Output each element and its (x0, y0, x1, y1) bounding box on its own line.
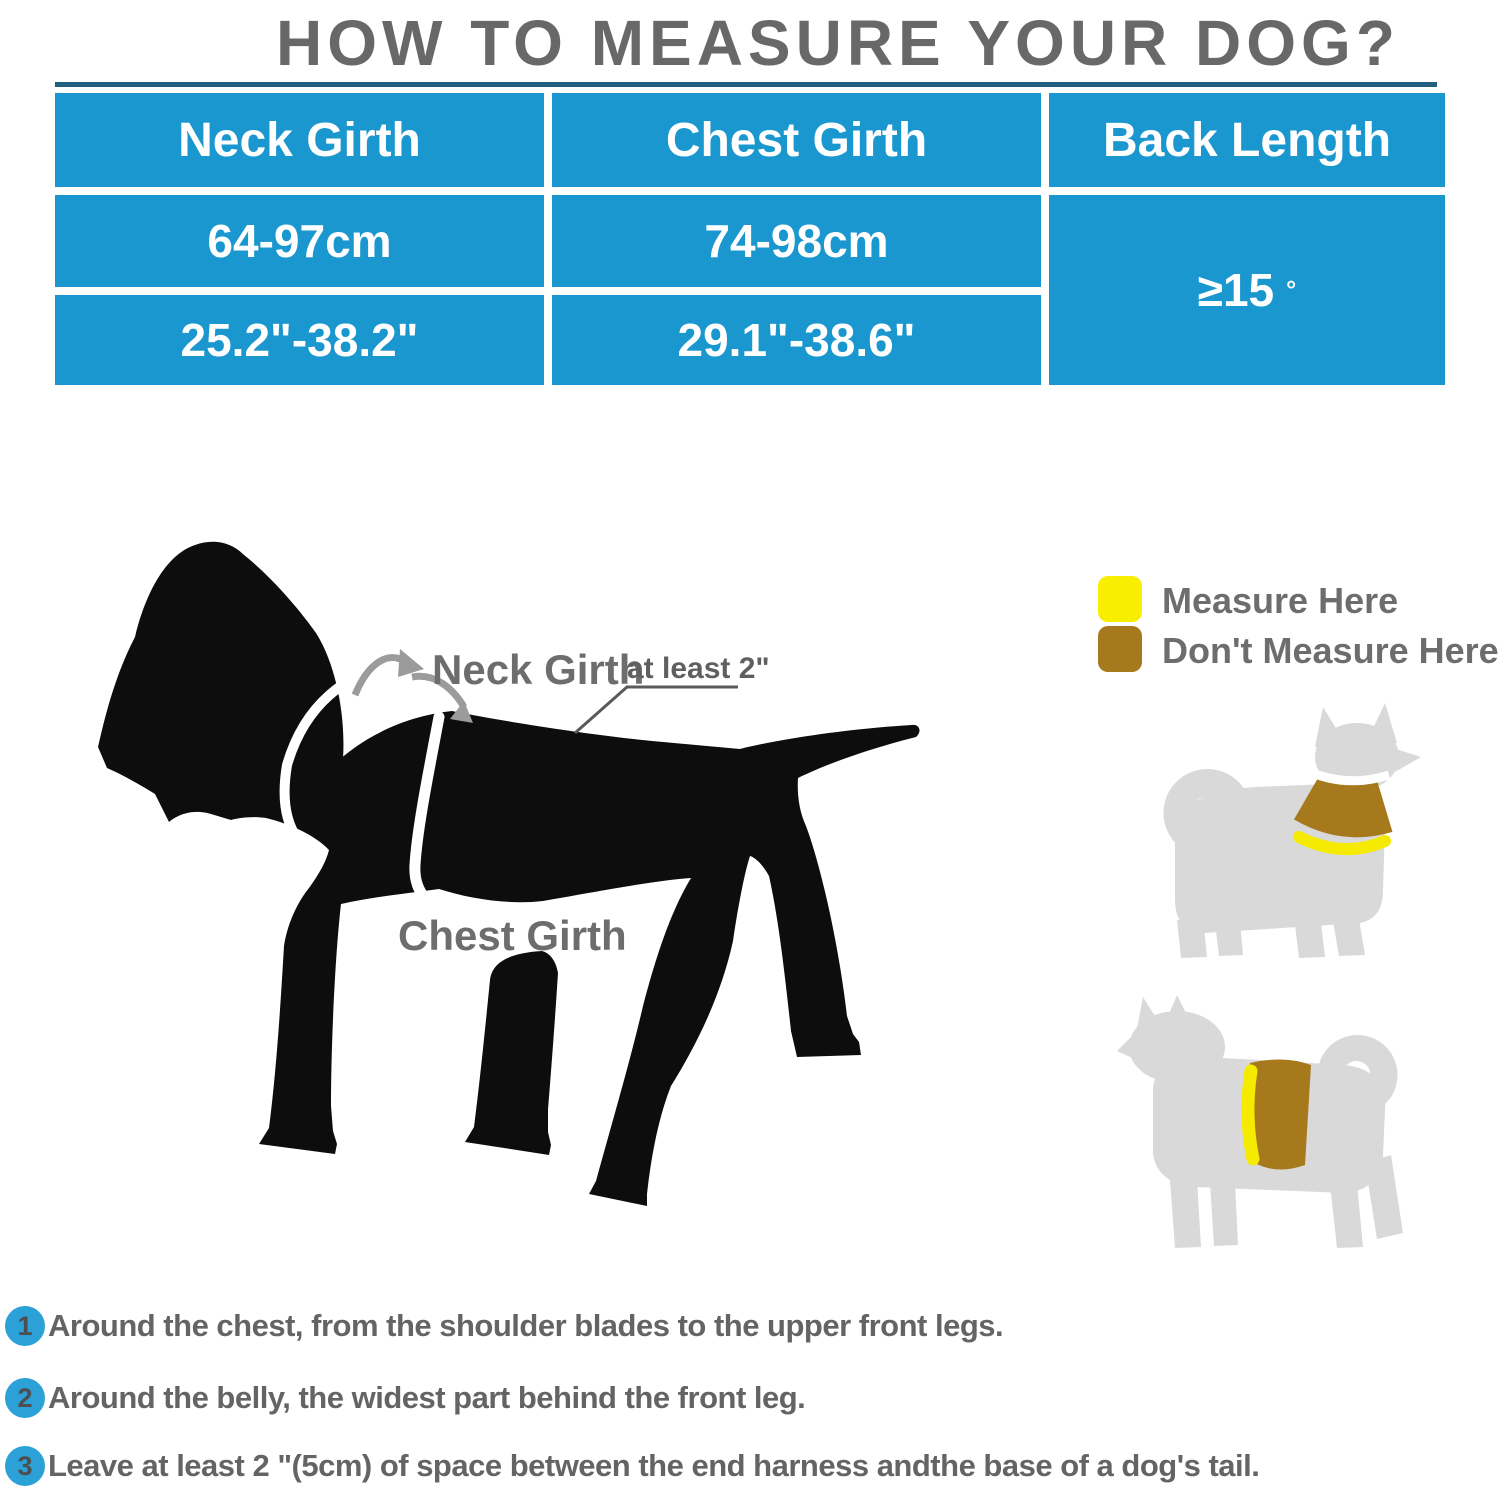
instruction-row (5, 1446, 1259, 1486)
instruction-row (5, 1378, 805, 1418)
neck-girth-diagram-label: Neck Girth (432, 646, 645, 693)
measure-here-swatch (1098, 576, 1142, 622)
back-length-value: ≥15 (1197, 264, 1275, 316)
column-header-back-length: Back Length (1049, 93, 1445, 187)
degree-symbol: ° (1286, 275, 1297, 304)
small-dog1-muzzle (1390, 747, 1421, 773)
small-dog1-leg (1215, 921, 1243, 956)
collar-example-dog (1145, 695, 1425, 995)
measure-here-stripe (1248, 1071, 1253, 1159)
page-title: HOW TO MEASURE YOUR DOG? (276, 7, 1400, 79)
dont-measure-here-swatch (1098, 626, 1142, 672)
table-top-rule (55, 82, 1437, 87)
step-number-badge: 2 (5, 1378, 45, 1418)
column-header-neck-girth: Neck Girth (55, 93, 544, 187)
step-number-badge: 3 (5, 1446, 45, 1486)
belly-band-example-dog (1115, 995, 1415, 1295)
column-header-chest-girth: Chest Girth (552, 93, 1041, 187)
neck-girth-cm-cell: 64-97cm (55, 195, 544, 287)
small-dog1-leg (1333, 919, 1365, 956)
instruction-row (5, 1306, 1003, 1346)
chest-girth-inch-cell: 29.1"-38.6" (552, 295, 1041, 385)
dont-measure-belly-band (1250, 1059, 1311, 1169)
dont-measure-here-label: Don't Measure Here (1162, 630, 1499, 671)
small-dog2-leg (1365, 1155, 1403, 1239)
size-table (55, 93, 1445, 385)
chest-girth-cm-cell: 74-98cm (552, 195, 1041, 287)
small-dog1-leg (1177, 918, 1207, 958)
instruction-text: Leave at least 2 "(5cm) of space between the end harness andthe base of a dog's tail. (48, 1448, 1260, 1483)
instruction-text: Around the chest, from the shoulder blades to the upper front legs. (48, 1308, 1004, 1343)
small-dog2-leg (1210, 1182, 1238, 1246)
measure-here-label: Measure Here (1162, 580, 1399, 621)
neck-girth-inch-cell: 25.2"-38.2" (55, 295, 544, 385)
dog-front-leg (465, 951, 558, 1155)
small-dog2-head (1129, 1011, 1225, 1083)
small-dog2-leg (1170, 1179, 1201, 1248)
chest-girth-diagram-label: Chest Girth (398, 912, 627, 959)
neck-wrap-arrow-icon (355, 649, 424, 695)
clearance-note-label: at least 2" (627, 652, 770, 685)
dog-measurement-diagram (90, 525, 980, 1215)
step-number-badge: 1 (5, 1306, 45, 1346)
dont-measure-collar-band (1307, 797, 1385, 811)
small-dog1-leg (1295, 923, 1325, 958)
back-length-cell (1049, 195, 1445, 385)
instruction-text: Around the belly, the widest part behind the front leg. (48, 1380, 806, 1415)
small-dog2-leg (1330, 1183, 1363, 1248)
